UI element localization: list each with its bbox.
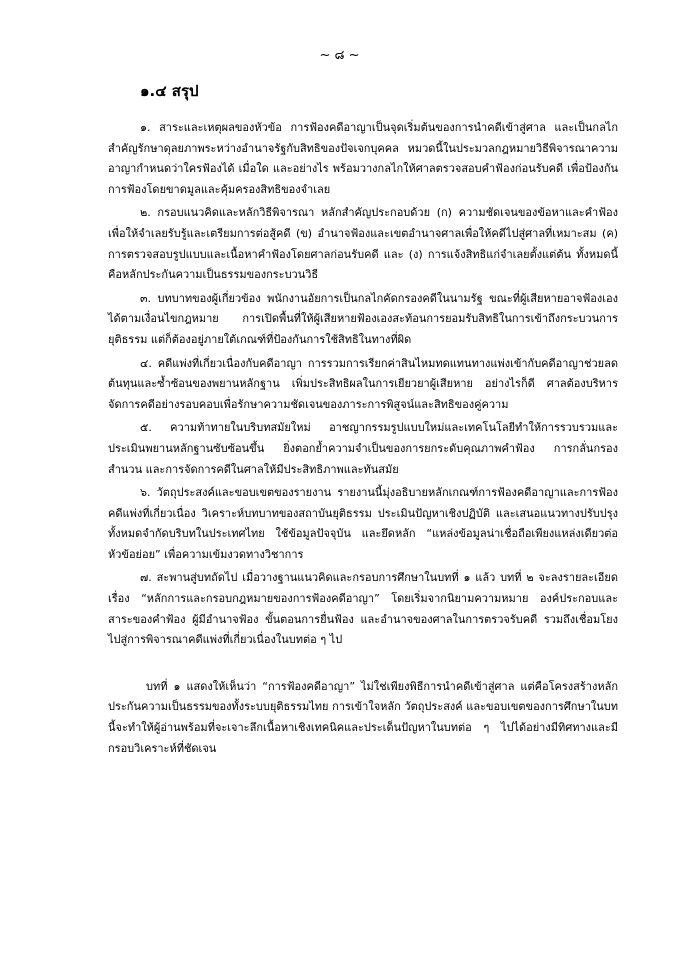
paragraph-2: ๒. กรอบแนวคิดและหลักวิธีพิจารณา หลักสำคัญประกอบด้วย (ก) ความชัดเจนของข้อหาและคำฟ้องเพื่อให้จำเลยรับรู้และเตรียมการต่อสู้คดี (ข) อำนาจฟ้องและเขตอำนาจศาลเพื่อให้คดีไปสู่ศาลที่เหมาะสม (ค) การตรวจสอบรูปแบบและเนื้อหาคำฟ้องโดยศาลก่อนรับคดี และ (ง) การแจ้งสิทธิแก่จำเลยตั้งแต่ต้น ทั้งหมดนี้คือหลักประกันความเป็นธรรมของกระบวนวิธี bbox=[108, 206, 618, 282]
section-heading: ๑.๔ สรุป bbox=[140, 82, 199, 100]
paragraph-4: ๔. คดีแพ่งที่เกี่ยวเนื่องกับคดีอาญา การรวมการเรียกค่าสินไหมทดแทนทางแพ่งเข้ากับคดีอาญาช่วยลดต้นทุนและซ้ำซ้อนของพยานหลักฐาน เพิ่มประสิทธิผลในการเยียวยาผู้เสียหาย อย่างไรก็ดี ศาลต้องบริหารจัดการคดีอย่างรอบคอบเพื่อรักษาความชัดเจนของภาระการพิสูจน์และสิทธิของคู่ความ bbox=[108, 356, 618, 411]
page-number: ~ ๘ ~ bbox=[319, 48, 360, 63]
paragraph-3: ๓. บทบาทของผู้เกี่ยวข้อง พนักงานอัยการเป็นกลไกคัดกรองคดีในนามรัฐ ขณะที่ผู้เสียหายอาจฟ้องเองได้ตามเงื่อนไขกฎหมาย การเปิดพื้นที่ให้ผู้เสียหายฟ้องเองสะท้อนการยอมรับสิทธิในการเข้าถึงกระบวนการยุติธรรม แต่ก็ต้องอยู่ภายใต้เกณฑ์ที่ป้องกันการใช้สิทธิในทางที่ผิด bbox=[108, 291, 618, 346]
paragraph-7: ๗. สะพานสู่บทถัดไป เมื่อวางฐานแนวคิดและกรอบการศึกษาในบทที่ ๑ แล้ว บทที่ ๒ จะลงรายละเอียดเรื่อง “หลักการและกรอบกฎหมายของการฟ้องคดีอาญา” โดยเริ่มจากนิยามความหมาย องค์ประกอบและสาระของคำฟ้อง ผู้มีอำนาจฟ้อง ขั้นตอนการยื่นฟ้อง และอำนาจของศาลในการตรวจรับคดี รวมถึงเชื่อมโยงไปสู่การพิจารณาคดีแพ่งที่เกี่ยวเนื่องในบทต่อ ๆ ไป bbox=[108, 571, 618, 647]
paragraph-5: ๕. ความท้าทายในบริบทสมัยใหม่ อาชญากรรมรูปแบบใหม่และเทคโนโลยีทำให้การรวบรวมและประเมินพยานหลักฐานซับซ้อนขึ้น ยิ่งตอกย้ำความจำเป็นของการยกระดับคุณภาพคำฟ้อง การกลั่นกรองสำนวน และการจัดการคดีในศาลให้มีประสิทธิภาพและทันสมัย bbox=[108, 421, 618, 476]
paragraph-6: ๖. วัตถุประสงค์และขอบเขตของรายงาน รายงานนี้มุ่งอธิบายหลักเกณฑ์การฟ้องคดีอาญาและการฟ้องคดีแพ่งที่เกี่ยวเนื่อง วิเคราะห์บทบาทของสถาบันยุติธรรม ประเมินปัญหาเชิงปฏิบัติ และเสนอแนวทางปรับปรุง ทั้งหมดจำกัดบริบทในประเทศไทย ใช้ข้อมูลปัจจุบัน และยึดหลัก “แหล่งข้อมูลน่าเชื่อถือเพียงแหล่งเดียวต่อหัวข้อย่อย” เพื่อความเข้มงวดทางวิชาการ bbox=[108, 486, 618, 561]
paragraph-1: ๑. สาระและเหตุผลของหัวข้อ การฟ้องคดีอาญาเป็นจุดเริ่มต้นของการนำคดีเข้าสู่ศาล และเป็นกลไกสำคัญรักษาดุลยภาพระหว่างอำนาจรัฐกับสิทธิของปัจเจกบุคคล หมวดนี้ในประมวลกฎหมายวิธีพิจารณาความอาญากำหนดว่าใครฟ้องได้ เมื่อใด และอย่างไร พร้อมวางกลไกให้ศาลตรวจสอบคำฟ้องก่อนรับคดี เพื่อป้องกันการฟ้องโดยขาดมูลและคุ้มครองสิทธิของจำเลย bbox=[108, 121, 618, 196]
summary-paragraph: บทที่ ๑ แสดงให้เห็นว่า “การฟ้องคดีอาญา” ไม่ใช่เพียงพิธีการนำคดีเข้าสู่ศาล แต่คือโครงสร้างหลักประกันความเป็นธรรมของทั้งระบบยุติธรรมไทย การเข้าใจหลัก วัตถุประสงค์ และขอบเขตของการศึกษาในบทนี้จะทำให้ผู้อ่านพร้อมที่จะเจาะลึกเนื้อหาเชิงเทคนิคและประเด็นปัญหาในบทต่อ ๆ ไปได้อย่างมีทิศทางและมีกรอบวิเคราะห์ที่ชัดเจน bbox=[108, 679, 618, 755]
section-body bbox=[108, 118, 618, 762]
